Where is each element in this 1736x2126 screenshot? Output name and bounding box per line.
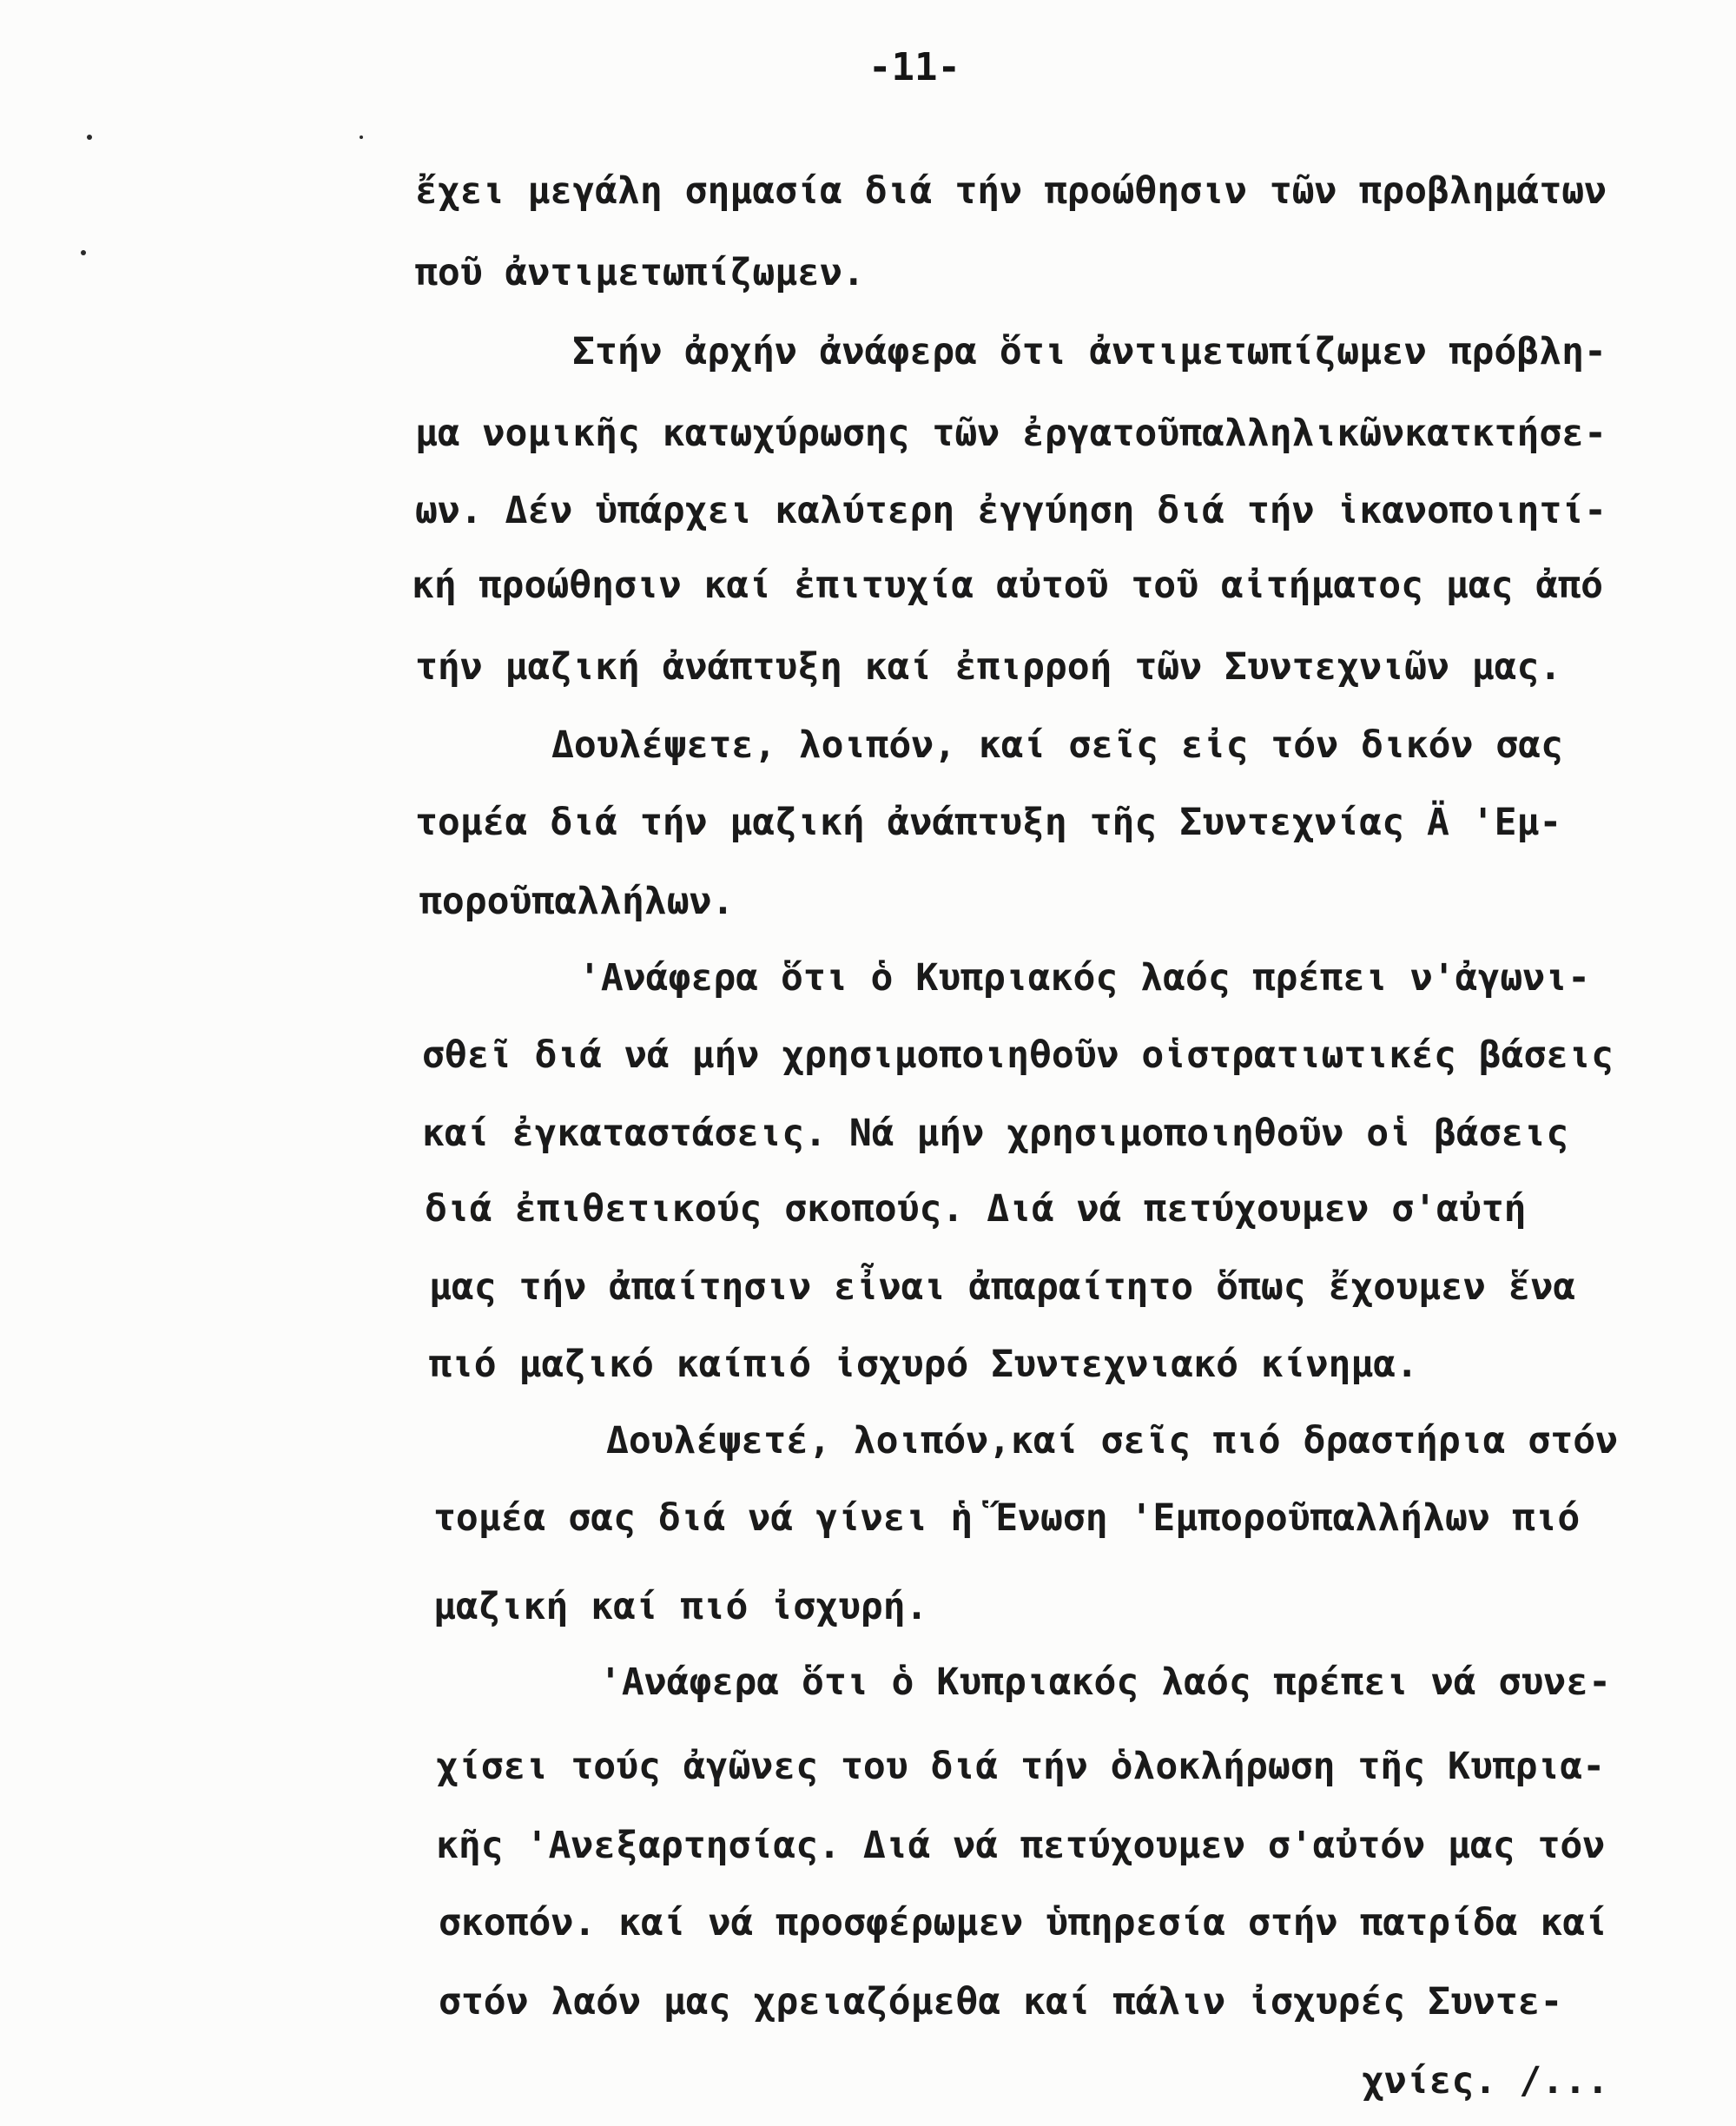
text-line: τήν μαζική ἀνάπτυξη καί ἐπιρροή τῶν Συντεχνιῶν μας. <box>415 645 1562 689</box>
text-line: ων. Δέν ὑπάρχει καλύτερη ἐγγύηση διά τήν ἱκανοποιητί- <box>415 489 1607 532</box>
text-line: διά ἐπιθετικούς σκοπούς. Διά νά πετύχουμεν σ'αὐτή <box>425 1187 1527 1231</box>
text-line: πιό μαζικό καίπιό ἰσχυρό Συντεχνιακό κίνημα. <box>429 1343 1419 1386</box>
text-line: 'Ανάφερα ὅτι ὁ Κυπριακός λαός πρέπει νά συνε- <box>599 1661 1611 1704</box>
text-line: χνίες. /... <box>1362 2059 1609 2103</box>
scan-speck <box>87 135 92 140</box>
text-line: Δουλέψετέ, λοιπόν,καί σεῖς πιό δραστήρια στόν <box>606 1419 1618 1462</box>
text-line: ποῦ ἀντιμετωπίζωμεν. <box>415 251 865 294</box>
text-line: 'Ανάφερα ὅτι ὁ Κυπριακός λαός πρέπει ν'ἀγωνι- <box>578 956 1590 1000</box>
scan-speck <box>360 135 363 139</box>
text-line: μα νομικῆς κατωχύρωσης τῶν ἐργατοῦπαλληλικῶνκατκτήσε- <box>415 412 1607 455</box>
page-number: -11- <box>868 45 960 89</box>
text-line: σθεῖ διά νά μήν χρησιμοποιηθοῦν οἱστρατιωτικές βάσεις <box>422 1033 1614 1077</box>
text-line: σκοπόν. καί νά προσφέρωμεν ὑπηρεσία στήν πατρίδα καί <box>439 1901 1608 1944</box>
text-line: τομέα σας διά νά γίνει ἡ Ἕνωση 'Εμποροῦπαλλήλων πιό <box>433 1496 1581 1540</box>
scan-speck <box>81 250 86 255</box>
text-line: ἔχει μεγάλη σημασία διά τήν προώθησιν τῶν προβλημάτων <box>415 169 1607 213</box>
text-line: χίσει τούς ἀγῶνες του διά τήν ὁλοκλήρωση τῆς Κυπρια- <box>436 1745 1606 1788</box>
text-line: Δουλέψετε, λοιπόν, καί σεῖς εἰς τόν δικόν σας <box>551 723 1563 767</box>
text-line: ποροῦπαλλήλων. <box>419 880 735 923</box>
text-line: καί ἐγκαταστάσεις. Νά μήν χρησιμοποιηθοῦν οἱ βάσεις <box>422 1112 1569 1155</box>
text-line: μαζική καί πιό ἰσχυρή. <box>433 1585 928 1628</box>
text-line: κῆς 'Ανεξαρτησίας. Διά νά πετύχουμεν σ'αὐτόν μας τόν <box>436 1824 1606 1867</box>
text-line: κή προώθησιν καί ἐπιτυχία αὐτοῦ τοῦ αἰτήματος μας ἀπό <box>412 564 1604 607</box>
text-line: στόν λαόν μας χρειαζόμεθα καί πάλιν ἰσχυρές Συντε- <box>439 1980 1563 2024</box>
text-line: Στήν ἀρχήν ἀνάφερα ὅτι ἀντιμετωπίζωμεν πρόβλη- <box>572 330 1607 373</box>
text-line: μας τήν ἀπαίτησιν εἶναι ἀπαραίτητο ὅπως ἔχουμεν ἕνα <box>429 1265 1576 1309</box>
text-line: τομέα διά τήν μαζική ἀνάπτυξη τῆς Συντεχνίας Ä 'Εμ- <box>415 801 1562 844</box>
